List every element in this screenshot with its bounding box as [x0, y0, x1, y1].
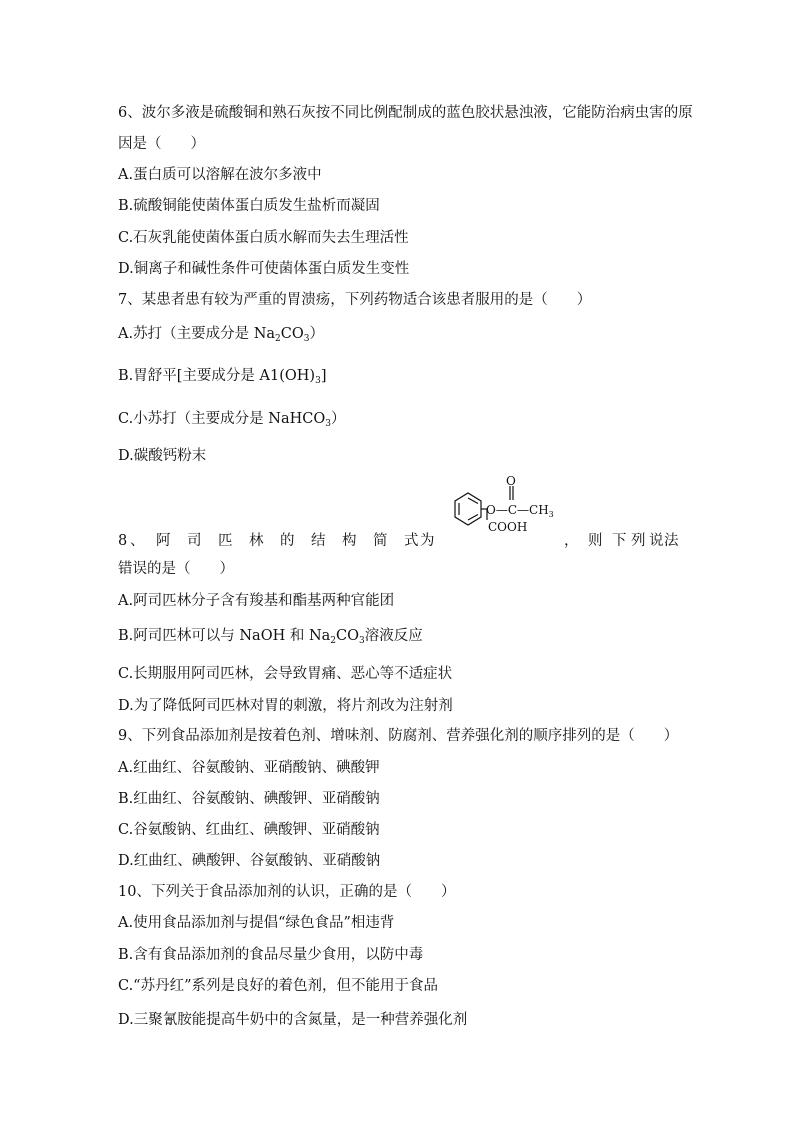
q10-stem: 10、下列关于食品添加剂的认识，正确的是（ ）: [118, 884, 456, 900]
q8-option-b-text: B.阿司匹林可以与 NaOH 和 Na: [118, 628, 331, 644]
q8-stem-char: 阿: [156, 533, 171, 549]
q8-stem-char: ，: [564, 533, 579, 549]
q7-option-c-sub: 3: [325, 419, 331, 429]
q8-option-b-end: 溶液反应: [364, 628, 423, 644]
carbonyl-oxygen-label: O: [506, 474, 516, 488]
q8-stem-char: 构: [342, 533, 357, 549]
q7-option-a-sub1: 2: [275, 334, 281, 344]
q7-option-a-end: ）: [309, 326, 324, 342]
q7-option-a-text: A.苏打（主要成分是 Na: [118, 326, 276, 342]
q7-option-c: [118, 409, 678, 434]
q6-option-d: D.铜离子和碱性条件可使菌体蛋白质发生变性: [118, 261, 410, 277]
q8-option-a: A.阿司匹林分子含有羧基和酯基两种官能团: [118, 593, 395, 609]
q9-option-a: A.红曲红、谷氨酸钠、亚硝酸钠、碘酸钾: [118, 760, 380, 776]
q10-option-a: A.使用食品添加剂与提倡“绿色食品”相违背: [118, 915, 395, 931]
ester-group-sub: 3: [548, 510, 554, 519]
q7-option-a-sub2: 3: [303, 334, 310, 344]
q6-stem-line2: 因是（ ）: [118, 136, 205, 152]
q9-option-d: D.红曲红、碘酸钾、谷氨酸钠、亚硝酸钠: [118, 853, 381, 869]
q8-stem-char: 匹: [218, 533, 233, 549]
q8-option-d: D.为了降低阿司匹林对胃的刺激，将片剂改为注射剂: [118, 698, 453, 714]
q8-stem-char: 则: [588, 533, 603, 549]
q8-option-c: C.长期服用阿司匹林，会导致胃痛、恶心等不适症状: [118, 666, 453, 682]
q8-stem-char: 结: [311, 533, 326, 549]
q8-stem-line2: 错误的是（ ）: [118, 561, 234, 577]
q8-stem-char: 司: [187, 533, 202, 549]
q8-option-b-mid: CO: [336, 628, 360, 644]
ester-group-label: O—C—CH: [486, 503, 549, 517]
q6-option-c: C.石灰乳能使菌体蛋白质水解而失去生理活性: [118, 230, 409, 246]
q7-option-b-sub: 3: [315, 376, 321, 386]
q8-stem-char: 的: [280, 533, 295, 549]
q7-option-b-text: B.胃舒平[主要成分是 A1(OH): [118, 368, 316, 384]
q10-option-d: D.三聚氰胺能提高牛奶中的含氮量，是一种营养强化剂: [118, 1012, 468, 1028]
q7-option-a-mid: CO: [280, 326, 304, 342]
q8-stem-char: 法: [664, 533, 679, 549]
q8-stem-char: 式: [404, 533, 419, 549]
q6-option-b: B.硫酸铜能使菌体蛋白质发生盐析而凝固: [118, 198, 380, 214]
q8-option-b: [118, 626, 678, 651]
carboxyl-group-label: COOH: [488, 520, 528, 534]
q8-stem-char: 为: [420, 533, 435, 549]
q7-option-b-end: ]: [320, 368, 327, 384]
q9-stem: 9、下列食品添加剂是按着色剂、增味剂、防腐剂、营养强化剂的顺序排列的是（ ）: [118, 728, 679, 744]
q7-option-a: [118, 324, 678, 349]
q10-option-b: B.含有食品添加剂的食品尽量少食用，以防中毒: [118, 947, 424, 963]
q7-option-c-end: ）: [331, 411, 346, 427]
q6-option-a: A.蛋白质可以溶解在波尔多液中: [118, 167, 322, 183]
q8-option-b-sub1: 2: [330, 636, 337, 646]
q8-stem-char: 、: [130, 533, 145, 549]
q8-stem-char: 说: [649, 533, 664, 549]
q7-option-c-text: C.小苏打（主要成分是 NaHCO: [118, 411, 326, 427]
q8-stem-line1: [118, 531, 678, 551]
q8-option-b-sub2: 3: [359, 636, 365, 646]
q8-stem-char: 下: [612, 533, 627, 549]
q9-option-c: C.谷氨酸钠、红曲红、碘酸钾、亚硝酸钠: [118, 822, 380, 838]
q8-stem-char: 林: [249, 533, 264, 549]
q6-stem-line1: 6、波尔多液是硫酸铜和熟石灰按不同比例配制成的蓝色胶状悬浊液，它能防治病虫害的原: [118, 105, 693, 121]
q7-stem: 7、某患者患有较为严重的胃溃疡，下列药物适合该患者服用的是（ ）: [118, 292, 592, 308]
q8-stem-char: 8: [118, 533, 128, 549]
q8-stem-char: 简: [373, 533, 388, 549]
q7-option-d: D.碳酸钙粉末: [118, 448, 207, 464]
q7-option-b: [118, 366, 678, 391]
q9-option-b: B.红曲红、谷氨酸钠、碘酸钾、亚硝酸钠: [118, 791, 380, 807]
q10-option-c: C.“苏丹红”系列是良好的着色剂，但不能用于食品: [118, 978, 439, 994]
q8-stem-char: 列: [631, 533, 646, 549]
svg-text:O—C—CH3: [486, 503, 554, 519]
